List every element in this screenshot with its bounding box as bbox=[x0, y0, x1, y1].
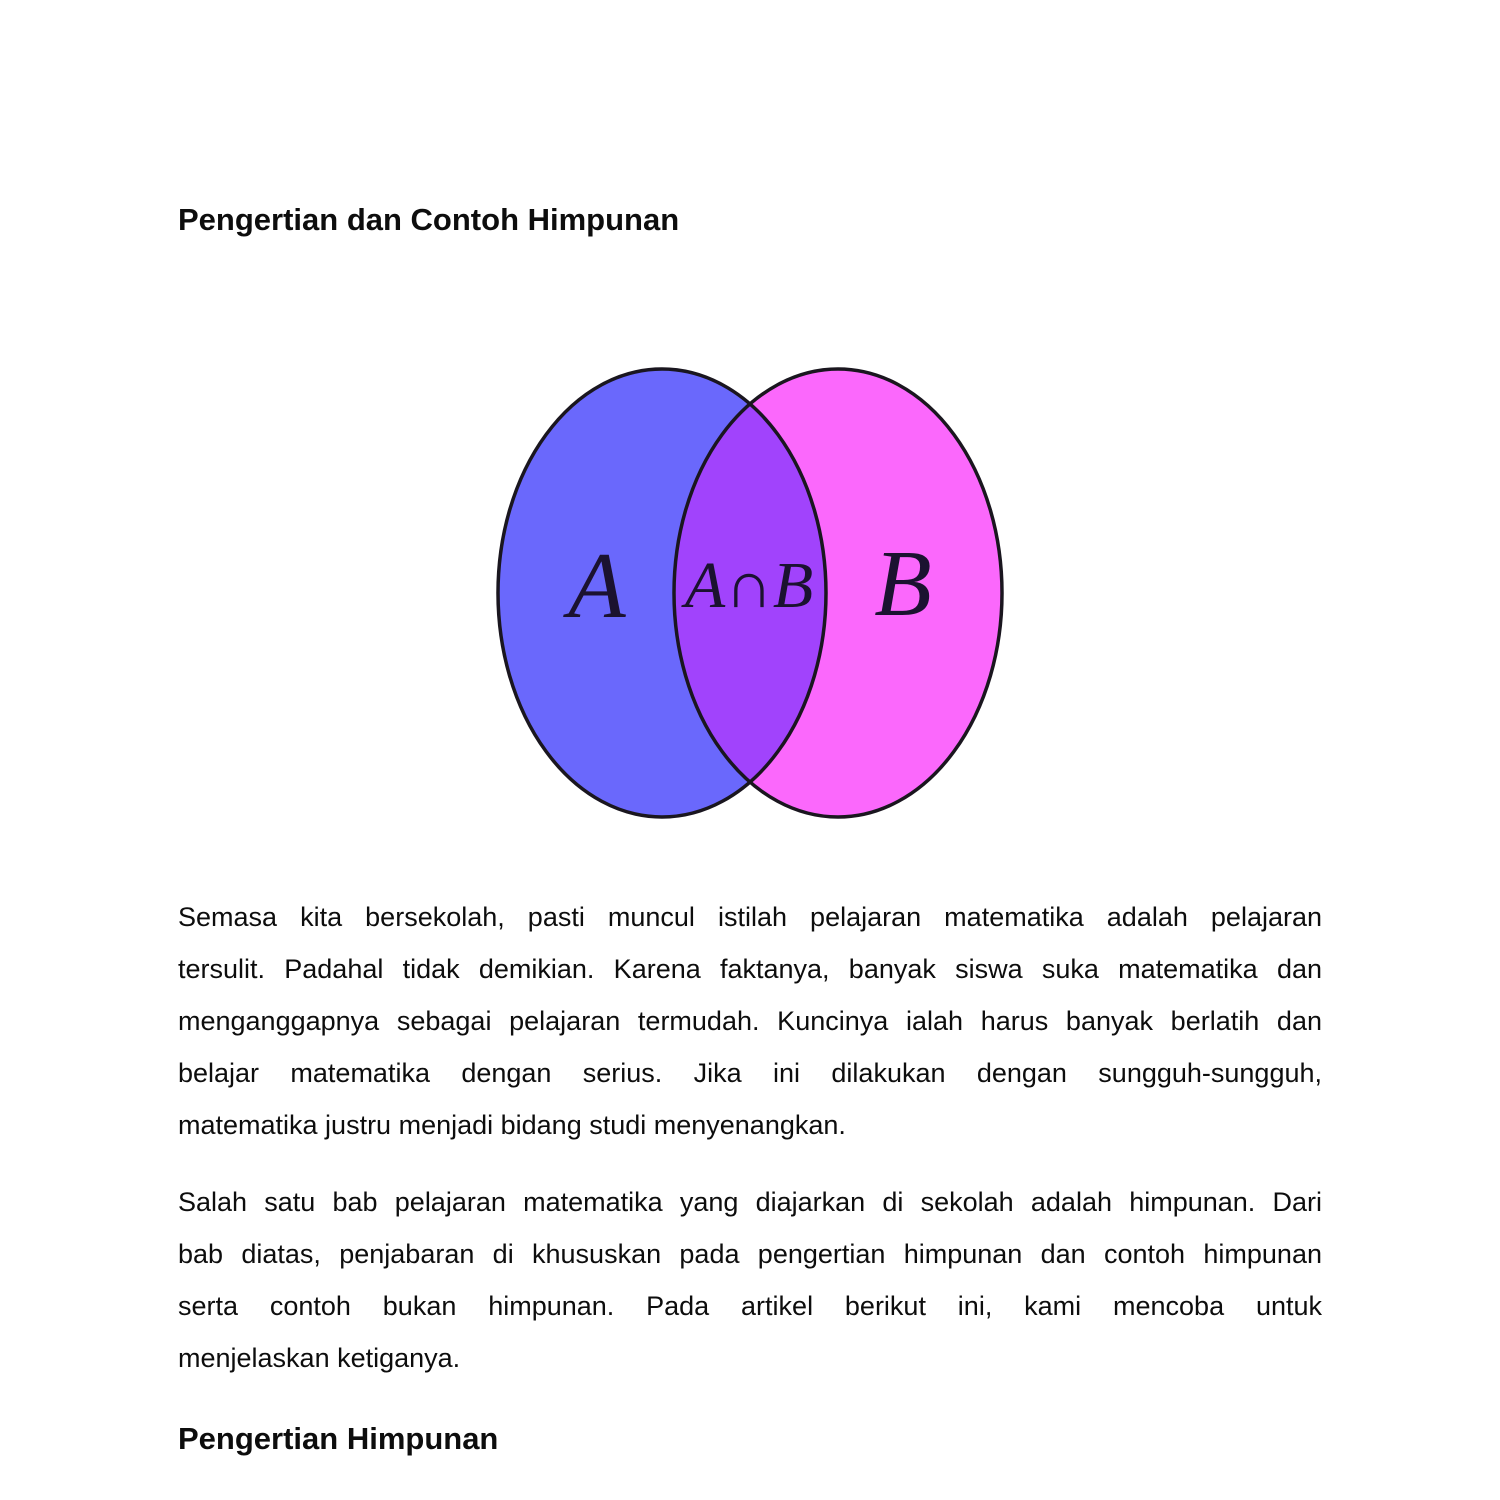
set-a-label: A bbox=[568, 534, 626, 638]
paragraph-2 bbox=[178, 1176, 1322, 1384]
venn-diagram bbox=[495, 365, 1005, 821]
text-line: belajar matematika dengan serius. Jika ini dilakukan dengan sungguh-sungguh, bbox=[178, 1058, 1322, 1088]
set-b-label: B bbox=[874, 532, 932, 636]
paragraph-1 bbox=[178, 891, 1322, 1151]
text-line: bab diatas, penjabaran di khususkan pada pengertian himpunan dan contoh himpunan bbox=[178, 1239, 1322, 1269]
venn-svg bbox=[495, 365, 1005, 821]
text-line: matematika justru menjadi bidang studi menyenangkan. bbox=[178, 1110, 846, 1140]
text-line: Salah satu bab pelajaran matematika yang diajarkan di sekolah adalah himpunan. Dari bbox=[178, 1187, 1322, 1217]
page-title: Pengertian dan Contoh Himpunan bbox=[178, 202, 680, 237]
intersection-label: A∩B bbox=[684, 549, 814, 622]
text-line: serta contoh bukan himpunan. Pada artikel berikut ini, kami mencoba untuk bbox=[178, 1291, 1322, 1321]
text-line: Semasa kita bersekolah, pasti muncul istilah pelajaran matematika adalah pelajaran bbox=[178, 902, 1322, 932]
text-line: tersulit. Padahal tidak demikian. Karena faktanya, banyak siswa suka matematika dan bbox=[178, 954, 1322, 984]
text-line: menganggapnya sebagai pelajaran termudah. Kuncinya ialah harus banyak berlatih dan bbox=[178, 1006, 1322, 1036]
text-line: menjelaskan ketiganya. bbox=[178, 1343, 461, 1373]
section-heading: Pengertian Himpunan bbox=[178, 1421, 499, 1456]
